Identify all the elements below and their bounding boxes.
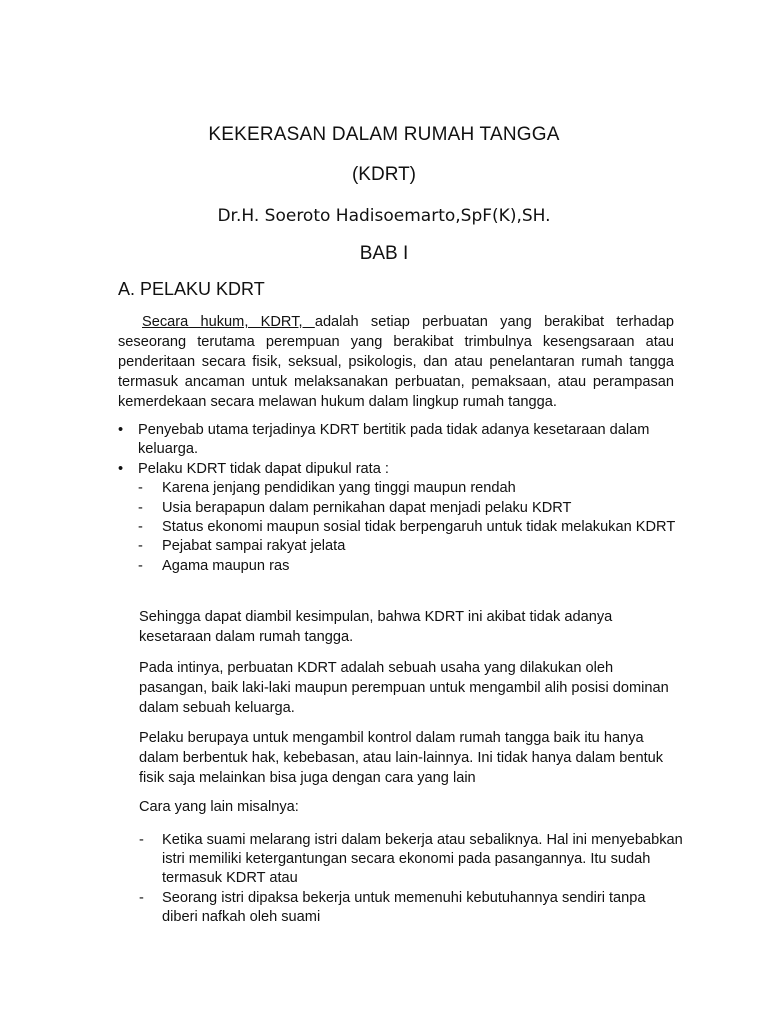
intro-underlined-text: Secara hukum, KDRT, [142,314,315,330]
sub-list-item [138,499,678,518]
intro-text: adalah setiap perbuatan yang berakibat terhadap seseorang terutama perempuan yang berakibat trimbulnya kesengsaraan atau penderitaan secara fisik, seksual, psikologis, dan atau penelantaran rumah tangga termasuk ancaman untuk melaksanakan perbuatan, pemaksaan, atau perampasan kemerdekaan secara melawan hukum dalam lingkup rumah tangga. [118,314,674,410]
bullet-list [118,421,678,576]
dash-glyph: - [138,480,143,497]
sub-list-item [138,518,678,537]
core-paragraph: Pada intinya, perbuatan KDRT adalah sebuah usaha yang dilakukan oleh pasangan, baik laki-laki maupun perempuan untuk mengambil alih posisi dominan dalam sebuah keluarga. [139,660,669,716]
sub-item-text: Karena jenjang pendidikan yang tinggi maupun rendah [162,480,516,497]
bullet-item [118,421,678,460]
ways-list [139,831,684,927]
sub-item-text: Status ekonomi maupun sosial tidak berpengaruh untuk tidak melakukan KDRT [162,519,676,536]
document-title: KEKERASAN DALAM RUMAH TANGGA [208,124,560,145]
author-line: Dr.H. Soeroto Hadisoemarto,SpF(K),SH. [217,206,551,226]
section-heading: A. PELAKU KDRT [118,279,265,299]
dash-glyph: - [138,557,143,574]
dash-glyph: - [138,499,143,516]
dash-glyph: - [139,889,144,906]
ways-list-item [139,889,684,927]
sub-list-item [138,479,678,498]
conclusion-paragraph: Sehingga dapat diambil kesimpulan, bahwa KDRT ini akibat tidak adanya kesetaraan dalam rumah tangga. [139,609,613,645]
ways-item-text: Seorang istri dipaksa bekerja untuk memenuhi kebutuhannya sendiri tanpa diberi nafkah oleh suami [162,889,646,925]
ways-list-item [139,831,684,889]
sub-list-item [138,557,678,576]
sub-item-text: Pejabat sampai rakyat jelata [162,538,346,555]
sub-item-text: Usia berapapun dalam pernikahan dapat menjadi pelaku KDRT [162,499,572,516]
sub-item-text: Agama maupun ras [162,557,290,574]
sub-list [138,479,678,576]
ways-intro: Cara yang lain misalnya: [139,799,299,815]
ways-item-text: Ketika suami melarang istri dalam bekerja atau sebaliknya. Hal ini menyebabkan istri memiliki ketergantungan secara ekonomi pada pasangannya. Itu sudah termasuk KDRT atau [162,832,683,887]
bullet-text: Penyebab utama terjadinya KDRT bertitik pada tidak adanya kesetaraan dalam keluarga. [138,422,650,458]
dash-glyph: - [139,832,144,848]
bullet-text: Pelaku KDRT tidak dapat dipukul rata : [138,460,389,477]
intro-paragraph [118,312,674,412]
dash-glyph: - [138,519,143,536]
sub-list-item [138,537,678,556]
control-paragraph: Pelaku berupaya untuk mengambil kontrol dalam rumah tangga baik itu hanya dalam berbentuk hak, kebebasan, atau lain-lainnya. Ini tidak hanya dalam bentuk fisik saja melainkan bisa juga dengan cara yang lain [139,730,664,786]
chapter-heading: BAB I [359,243,409,264]
bullet-glyph: • [118,422,124,438]
dash-glyph: - [138,538,143,555]
bullet-item [118,460,678,576]
bullet-glyph: • [118,460,124,477]
document-subtitle: (KDRT) [351,164,417,185]
